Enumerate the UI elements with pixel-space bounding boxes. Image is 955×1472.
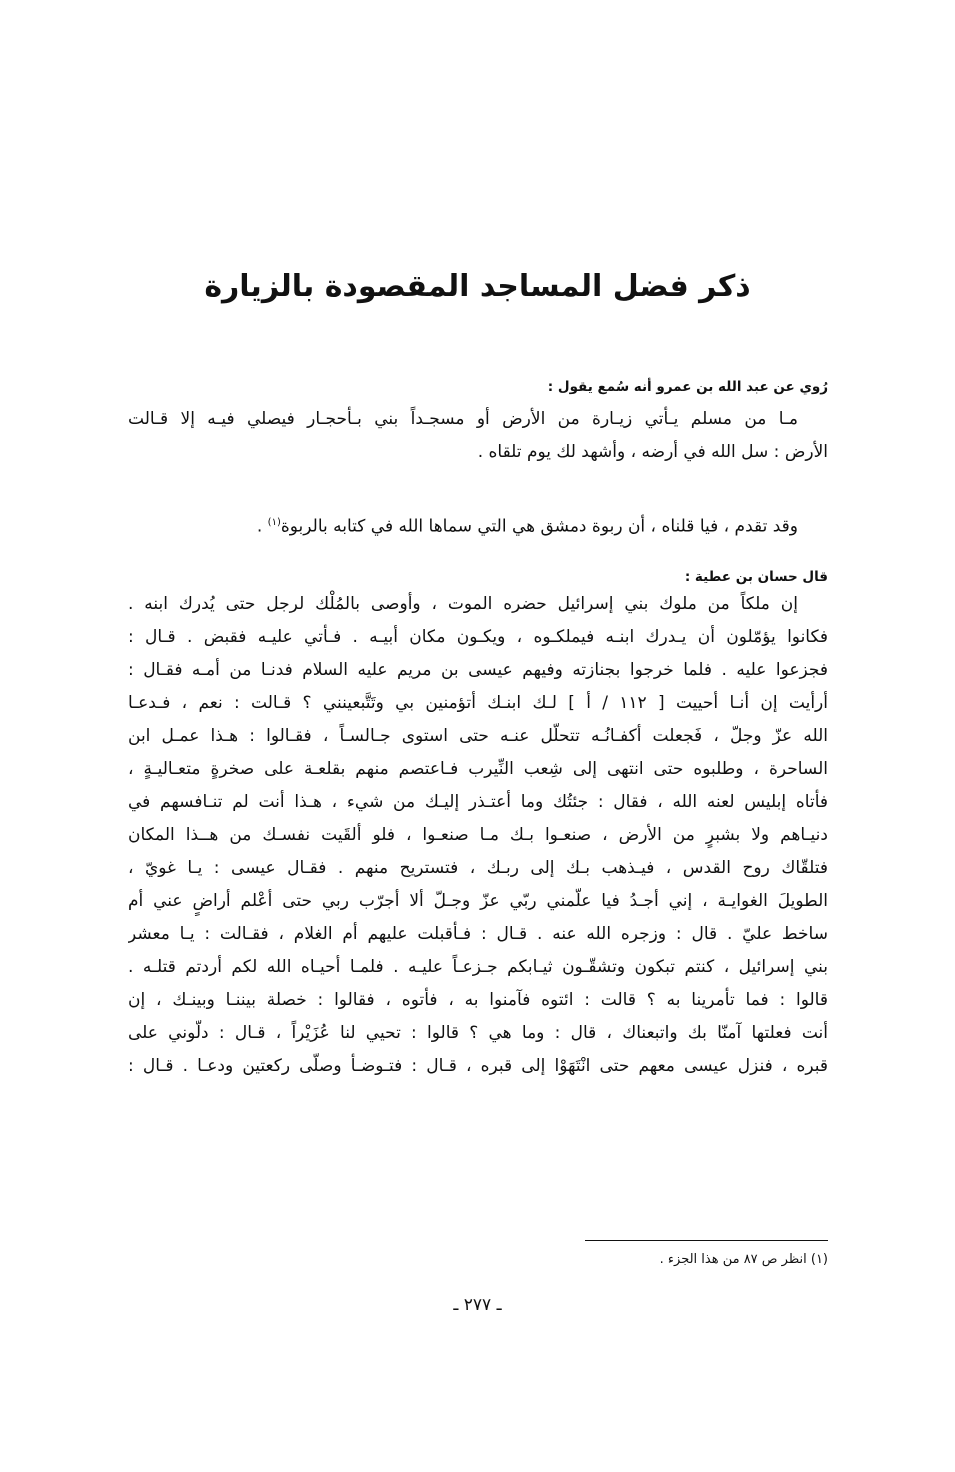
body-line: الساحرة ، وطلبوه حتى انتهى إلى شِعب النِّيرب فـاعتصم منهم بقلعـة على صخرةٍ متعـاليـةٍ ، <box>128 759 828 779</box>
narrator-line: قال حسان بن عطية : <box>684 569 828 585</box>
body-line: الطويلَ الغوايـة ، إني أجـدُ فيا علّمني ربّي عزّ وجـلّ ألا أجرّب ربي حتى أعْلم أراضٍ عني أم <box>128 891 828 911</box>
quote-line: مـا من مسلم يـأتي زيـارة من الأرض أو مسجـداً بني بـأحجـار فيصلي فيـه إلا قـالت <box>128 409 798 429</box>
body-line <box>128 1150 828 1180</box>
body-line: قالوا : فما تأمرينا به ؟ قالت : ائتوه فآمنوا به ، فأتوه ، فقالوا : خصلة بيننـا وبينـك ، إن <box>128 990 828 1010</box>
body-line: أرأيت إن أنـا أحييت [ ١١٢ / أ ] لـك ابنـك أتؤمنين بي وتَتَّبعينني ؟ قـالت : نعم ، فـدعـا <box>128 693 828 713</box>
body-line <box>128 1117 828 1147</box>
page-title: ذكر فضل المساجد المقصودة بالزيارة <box>204 269 751 304</box>
note-text: وقد تقدم ، فيا قلناه ، أن ربوة دمشق هي التي سماها الله في كتابه بالربوة <box>280 516 798 537</box>
footnote-divider <box>585 1240 828 1241</box>
body-line: فتلقّاك روح القدس ، فيـذهب بـك إلى ربـك ، فتستريح منهم . فقـال عيسى : يـا غويّ ، <box>128 858 828 878</box>
body-line: الله عزّ وجلّ ، فَجعلت أكفـانُـه تتحلّل عنـه حتى استوى جـالسـاً ، فقـالوا : هـذا عمـل ابن <box>128 726 828 746</box>
body-line: دنيـاهم ولا بشبرٍ من الأرض ، صنعـوا بـك مـا صنعـوا ، فلو ألقَيت نفسـك من هــذا المكان <box>128 825 828 845</box>
footnote-ref[interactable]: (١) <box>267 517 281 528</box>
footnote: (١) انظر ص ٨٧ من هذا الجزء . <box>659 1252 828 1267</box>
body-line <box>128 1084 828 1114</box>
intro-line: رُوي عن عبد الله بن عمرو أنه سُمع يقول : <box>547 379 828 395</box>
body-line: فكانوا يؤمّلون أن يـدرك ابنـه فيملكـوه ، ويكـون مكان أبيـه . فـأتي عليـه فقبض . قـال : <box>128 627 828 647</box>
note-end: . <box>256 516 268 537</box>
note-paragraph <box>128 508 828 538</box>
body-line: بني إسرائيل ، كنتم تبكون وتشقّـون ثيـابكم جـزعـاً عليـه . فلمـا أحيـاه الله لكم أردتم قتلـه . <box>128 957 828 977</box>
body-line: أنت فعلتها آمنّا بك واتبعناك ، قال : وما هي ؟ قالوا : تحيي لنا عُزَيْراً ، قـال : دلّوني على <box>128 1023 828 1043</box>
body-line: فأتاه إبليس لعنه الله ، فقال : جئتُك وما أعتـذر إليـك من شيء ، هـذا أنت لم تنـافسهم في <box>128 792 828 812</box>
body-line: ساخط عليّ . قال : وزجره الله عنه . قـال : فـأقبلت عليهم أم الغلام ، فقـالت : يـا معشر <box>128 924 828 944</box>
body-line <box>128 1183 828 1213</box>
quote-line: الأرض : سل الله في أرضه ، وأشهد لك يوم تلقاه . <box>477 442 828 462</box>
body-line: قبره ، فنزل عيسى معهم حتى انْتَهَوْا إلى قبره ، قـال : فتـوضـأ وصلّى ركعتين ودعـا . قـال : <box>128 1056 828 1076</box>
body-line: إن ملكاً من ملوك بني إسرائيل حضره الموت ، وأوصى بالمُلْك لرجل حتى يُدرك ابنه . <box>128 594 798 614</box>
page-number: ـ ٢٧٧ ـ <box>453 1295 502 1315</box>
body-line: فجزعوا عليه . فلما خرجوا بجنازته وفيهم عيسى بن مريم عليه السلام فدنـا من أمـه فقـال : <box>128 660 828 680</box>
